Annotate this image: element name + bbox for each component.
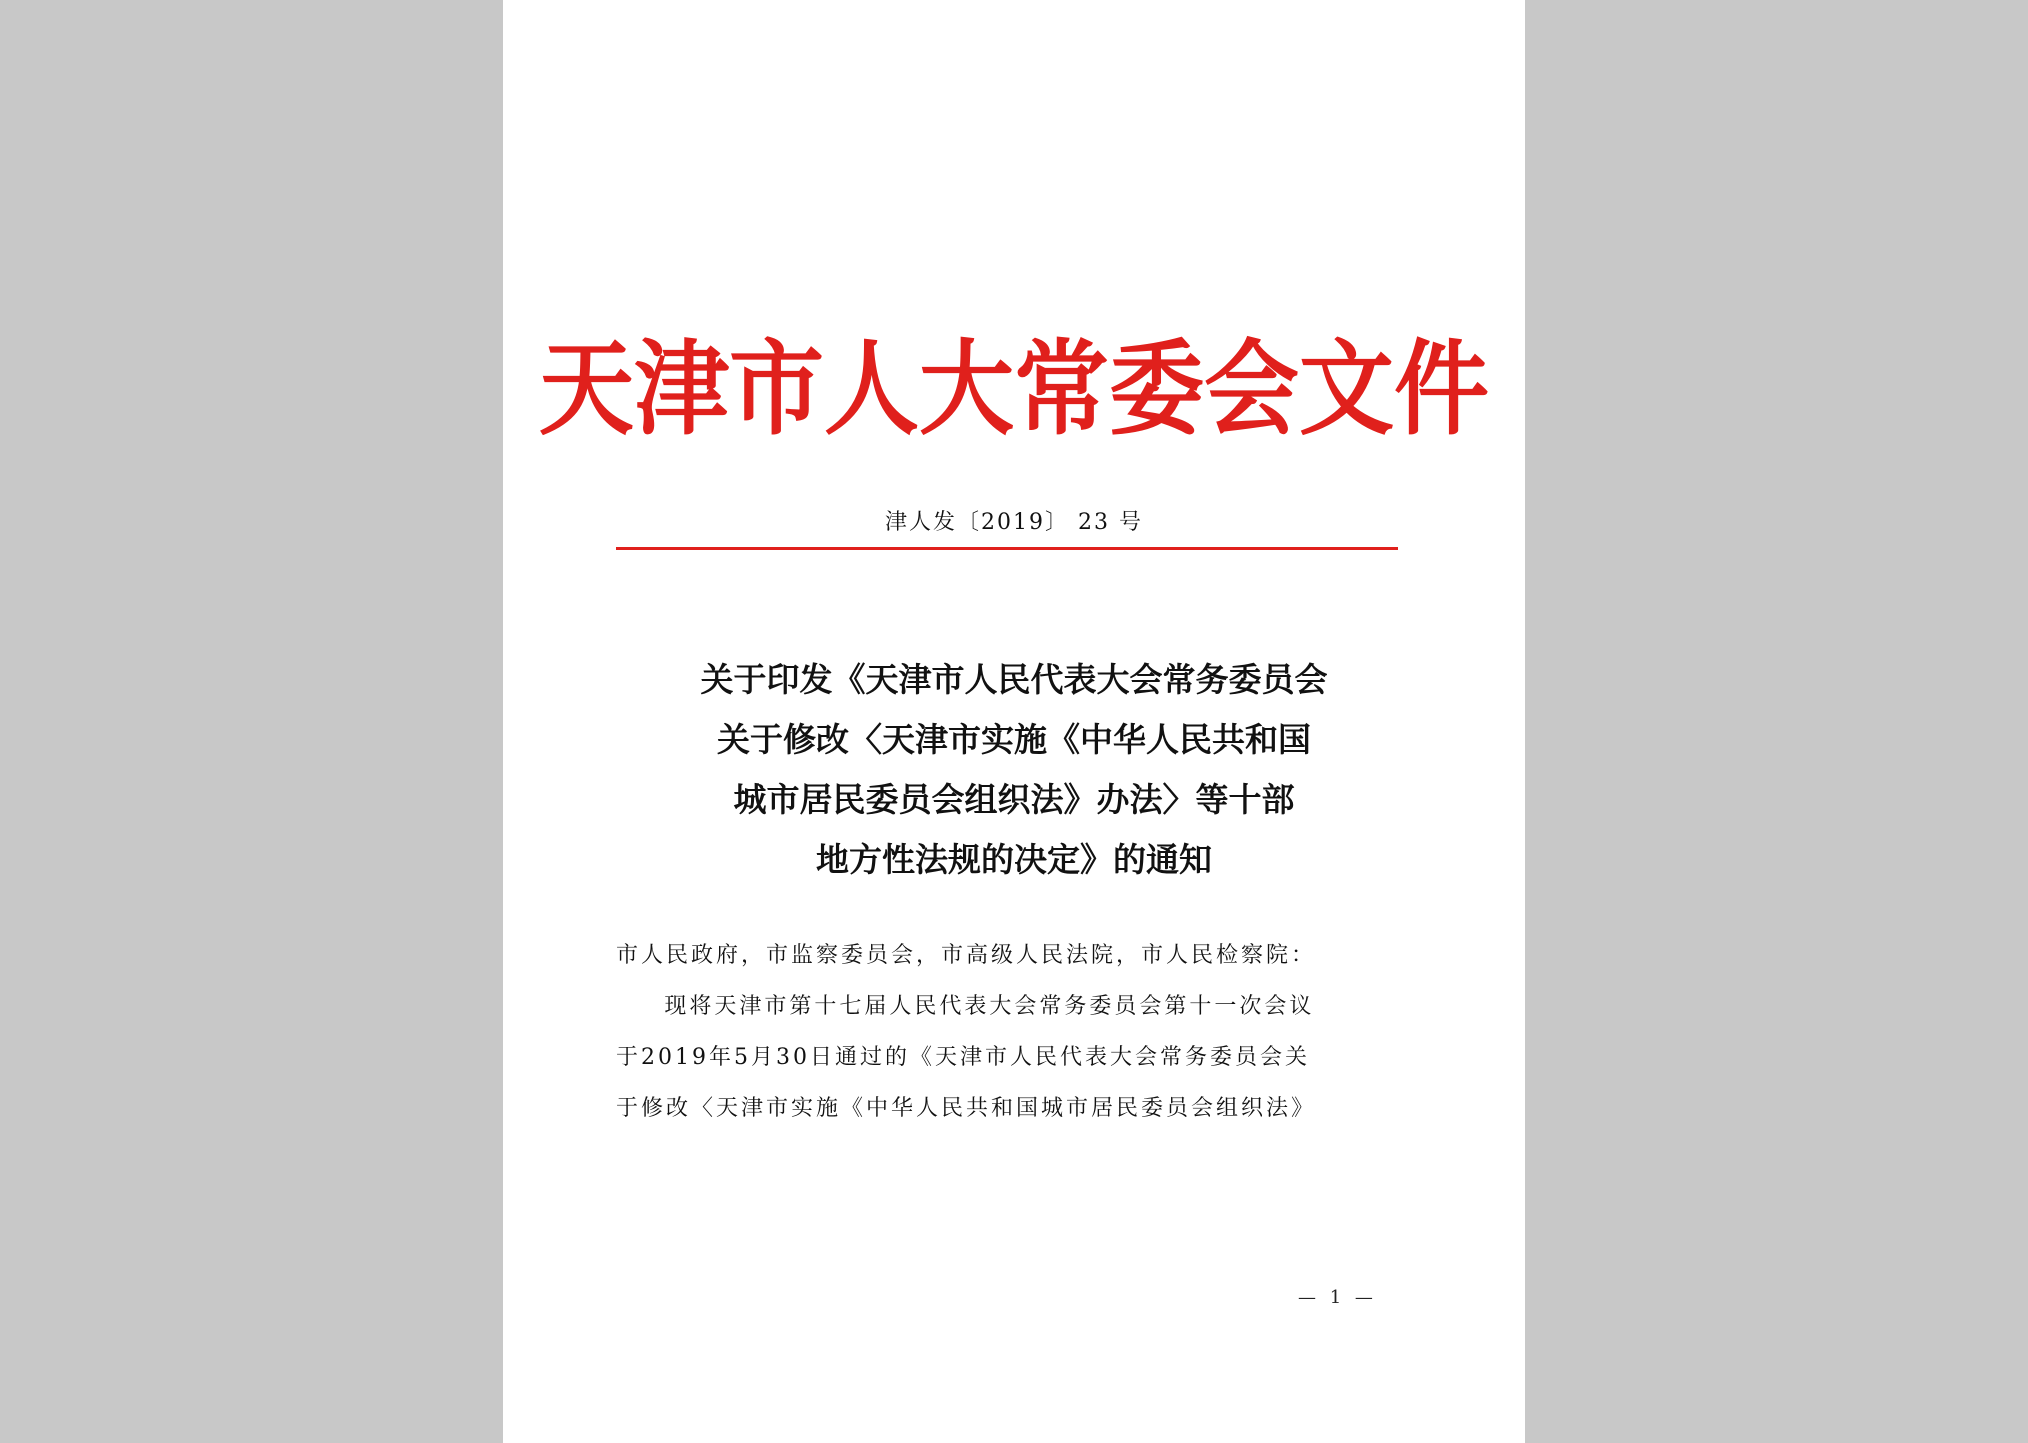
body-line: 现将天津市第十七届人民代表大会常务委员会第十一次会议 bbox=[664, 994, 1315, 1019]
title-line: 城市居民委员会组织法》办法〉等十部 bbox=[733, 780, 1295, 819]
body-line: 于修改〈天津市实施《中华人民共和国城市居民委员会组织法》 bbox=[616, 1096, 1317, 1121]
red-divider-rule bbox=[616, 547, 1398, 550]
title-line: 关于印发《天津市人民代表大会常务委员会 bbox=[700, 660, 1328, 699]
title-line: 地方性法规的决定》的通知 bbox=[816, 840, 1212, 879]
page-number: — 1 — bbox=[1298, 1287, 1377, 1308]
document-title bbox=[563, 650, 1465, 890]
document-body bbox=[616, 930, 1398, 1134]
masthead-title: 天津市人大常委会文件 bbox=[538, 330, 1489, 450]
title-line: 关于修改〈天津市实施《中华人民共和国 bbox=[717, 720, 1311, 759]
document-page bbox=[503, 0, 1525, 1443]
document-number: 津人发〔2019〕 23 号 bbox=[885, 510, 1143, 535]
salutation-line: 市人民政府，市监察委员会，市高级人民法院，市人民检察院： bbox=[616, 943, 1317, 968]
body-line: 于2019年5月30日通过的《天津市人民代表大会常务委员会关 bbox=[616, 1045, 1310, 1070]
